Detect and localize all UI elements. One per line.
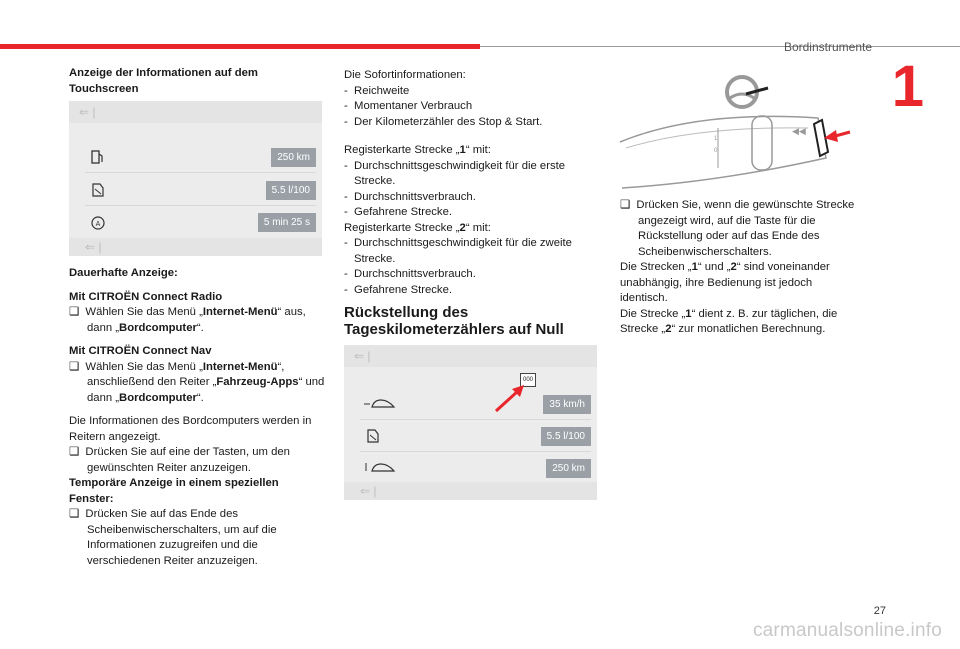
- column-1: [69, 66, 323, 97]
- consumption-value: 5.5 l/100: [266, 181, 316, 200]
- trip-2-item: - Durchschnittsverbrauch.: [344, 268, 476, 280]
- fuel-pump-icon: [89, 148, 107, 166]
- svg-text:A: A: [95, 221, 101, 228]
- heading-connect-radio: Mit CITROËN Connect Radio: [69, 290, 223, 303]
- info-text: Die Informationen des Bordcomputers werden in Reitern angezeigt.: [69, 415, 312, 443]
- instruction-radio: ❑ Wählen Sie das Menü „Internet-Menü“ aus, dann „Bordcomputer“.: [69, 306, 306, 334]
- instant-item: - Momentaner Verbrauch: [344, 100, 473, 112]
- svg-text:◀◀: ◀◀: [792, 126, 806, 136]
- trip-reset-screen: [344, 345, 597, 500]
- svg-text:0: 0: [714, 148, 718, 154]
- heading-touchscreen: Anzeige der Informationen auf dem Touchscreen: [69, 67, 258, 95]
- heading-temporary-display: Temporäre Anzeige in einem speziellen Fenster:: [69, 477, 279, 505]
- back-arrow-icon[interactable]: ⇐ |: [79, 105, 96, 119]
- trip-2-item: - Gefahrene Strecke.: [344, 283, 453, 296]
- reset-instruction: ❑ Drücken Sie, wenn die gewünschte Strecke angezeigt wird, auf die Taste für die Rückstellung oder auf das Ende des Scheibenwischerschalters.: [620, 199, 855, 258]
- column-1-body: [69, 266, 325, 569]
- consumption-row: [85, 175, 316, 206]
- trip-1-item: - Gefahrene Strecke.: [344, 206, 453, 218]
- back-arrow-icon[interactable]: ⇐ |: [85, 240, 102, 254]
- stop-start-value: 5 min 25 s: [258, 213, 316, 232]
- trips-independent-text: Die Strecken „1“ und „2“ sind voneinander unabhängig, ihre Bedienung ist jedoch identisch.: [620, 261, 830, 304]
- avg-consumption-row: [360, 421, 591, 452]
- header-red-bar: [0, 44, 480, 49]
- trip-1-title: Registerkarte Strecke „1“ mit:: [344, 144, 491, 156]
- trip-1-item: - Durchschnittsverbrauch.: [344, 190, 476, 203]
- wiper-stalk-illustration: [618, 70, 858, 195]
- reset-button[interactable]: 000: [520, 373, 536, 387]
- fuel-consumption-icon: [89, 181, 107, 199]
- stop-start-row: [85, 207, 316, 237]
- instant-info-title: Die Sofortinformationen:: [344, 69, 466, 81]
- watermark: carmanualsonline.info: [752, 620, 942, 641]
- instant-item: - Reichweite: [344, 84, 410, 97]
- heading-permanent-display: Dauerhafte Anzeige:: [69, 267, 178, 279]
- svg-text:1: 1: [714, 136, 718, 142]
- distance-value: 250 km: [546, 459, 591, 478]
- distance-car-icon: [364, 459, 398, 477]
- speed-row: [360, 389, 591, 420]
- instant-item: - Der Kilometerzähler des Stop & Start.: [344, 115, 543, 128]
- trip-usage-text: Die Strecke „1“ dient z. B. zur täglichen, die Strecke „2“ zur monatlichen Berechnung.: [620, 307, 838, 335]
- avg-speed-car-icon: [364, 395, 398, 413]
- reset-heading: Rückstellung des Tageskilometerzählers auf Null: [344, 304, 564, 338]
- stop-start-icon: [89, 213, 107, 231]
- temp-bullet: ❑ Drücken Sie auf das Ende des Scheibenwischerschalters, um auf die Informationen zuzugreifen und die verschiedenen Reiter anzuzeigen.: [69, 508, 277, 567]
- avg-speed-value: 35 km/h: [543, 395, 591, 414]
- trip-2-item: - Durchschnittsgeschwindigkeit für die zweite Strecke.: [344, 237, 572, 265]
- column-3: [620, 198, 860, 338]
- chapter-number: 1: [891, 54, 924, 119]
- range-value: 250 km: [271, 148, 316, 167]
- section-title: Bordinstrumente: [783, 40, 872, 54]
- trip-1-item: - Durchschnittsgeschwindigkeit für die erste Strecke.: [344, 159, 566, 187]
- instruction-nav: ❑ Wählen Sie das Menü „Internet-Menü“, anschließend den Reiter „Fahrzeug-Apps“ und dann „Bordcomputer“.: [69, 360, 325, 404]
- range-row: [85, 142, 316, 173]
- trip-2-title: Registerkarte Strecke „2“ mit:: [344, 221, 491, 234]
- heading-connect-nav: Mit CITROËN Connect Nav: [69, 345, 212, 357]
- back-arrow-icon[interactable]: ⇐ |: [360, 484, 377, 498]
- column-2: [344, 68, 600, 338]
- info-bullet: ❑ Drücken Sie auf eine der Tasten, um den gewünschten Reiter anzuzeigen.: [69, 446, 290, 474]
- back-arrow-icon[interactable]: ⇐ |: [354, 349, 371, 363]
- header-rule: [480, 46, 960, 47]
- touchscreen-tripcomputer-screen: [69, 101, 322, 256]
- avg-consumption-value: 5.5 l/100: [541, 427, 591, 446]
- distance-row: [360, 453, 591, 483]
- page-number: 27: [873, 605, 886, 617]
- fuel-consumption-icon: [364, 427, 382, 445]
